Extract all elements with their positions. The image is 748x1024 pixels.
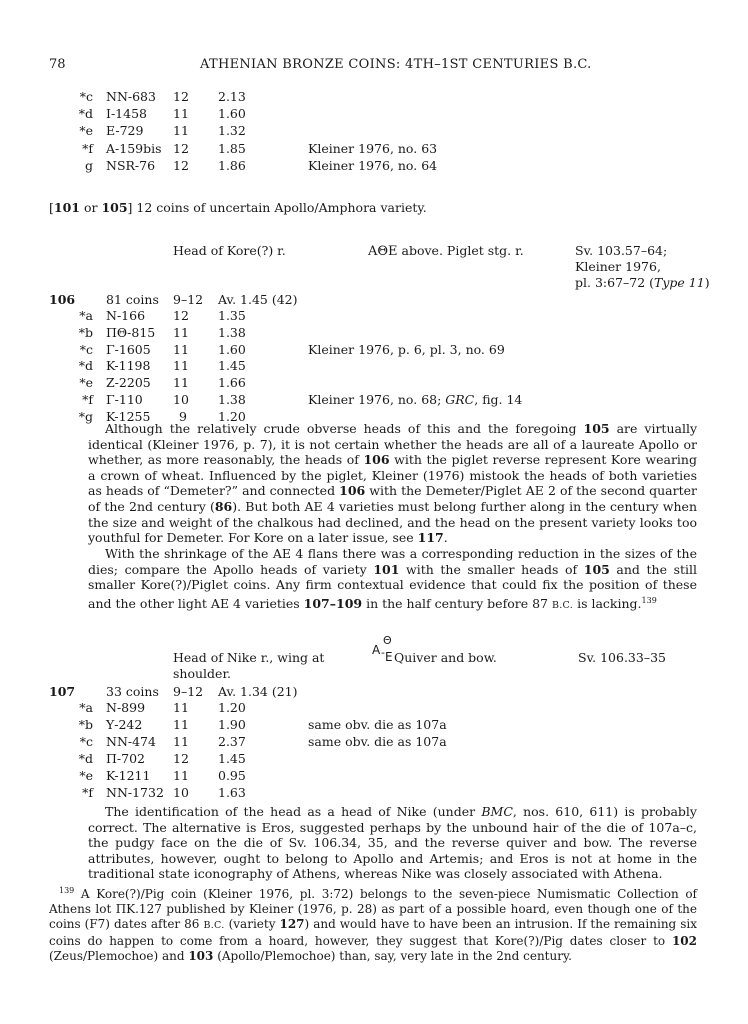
table-106-row-inv: ΠΘ-815 <box>106 324 156 340</box>
text: with the piglet reverse represent Kore wearing a crown of wheat. Influenced by the piglet, Kleiner (1976) mistook the heads of both varieties as heads of “Demeter?” and connected <box>88 452 697 499</box>
variety-ref: 105 <box>583 561 610 577</box>
table-106-row-inv: Γ-1605 <box>106 341 151 357</box>
table-105-row-dia: 12 <box>173 140 189 156</box>
table-107-row-dia: 12 <box>173 751 189 766</box>
variety-ref: 107–109 <box>303 595 363 611</box>
greek-legend: ΑΘΕ <box>368 244 398 259</box>
table-105-row-inv: NN-683 <box>106 89 156 104</box>
text: (Zeus/Plemochoe) and <box>49 948 189 963</box>
table-106-row-wt: 1.35 <box>218 308 246 323</box>
table-106-row-wt: 1.66 <box>218 375 246 391</box>
table-107-row-letter: *c <box>79 734 93 749</box>
table-107-row-wt: 1.20 <box>218 700 246 715</box>
table-105-row-wt: 1.86 <box>218 157 246 173</box>
variety-ref: 105 <box>101 200 128 215</box>
table-106-row-wt: 1.20 <box>218 408 246 424</box>
table-106-row-letter: *c <box>79 341 93 357</box>
text: B.C. <box>551 599 574 611</box>
table-105-row-dia: 11 <box>173 123 189 139</box>
table-107-row-dia: 11 <box>173 717 189 732</box>
text: , fig. 14 <box>474 392 523 407</box>
text: ). But both AE 4 varieties must belong further along in the century when the size and weight of the chalkous had declined, and the head on the present variety looks too youthful for Demeter. For Kore on a later issue, see <box>88 498 697 546</box>
ref-106-line1: Sv. 103.57–64; <box>575 243 668 258</box>
bracket: [ <box>49 200 54 215</box>
table-106-row-note: Kleiner 1976, no. 68; GRC, fig. 14 <box>308 392 523 407</box>
obverse-desc-107-line2: shoulder. <box>173 666 232 681</box>
text: is lacking. <box>573 595 642 611</box>
variety-ref: 86 <box>214 498 233 514</box>
journal-abbrev: GRC <box>445 392 475 407</box>
ref-106-line2: Kleiner 1976, <box>575 259 661 274</box>
table-107-row-wt: 0.95 <box>218 768 246 783</box>
table-106-row-dia: 10 <box>173 392 189 407</box>
table-106-row-letter: *e <box>79 375 93 391</box>
average-weight-107: Av. 1.34 (21) <box>218 684 298 699</box>
average-weight-106: Av. 1.45 (42) <box>218 292 298 307</box>
variety-ref: 106 <box>363 452 390 468</box>
commentary-107 <box>88 804 697 882</box>
text: ) and would have to have been an intrusion. If the remaining six coins do happen to come from a hoard, however, they suggest that Kore(?)/Pig dates closer to <box>49 917 697 948</box>
text: in the half century before 87 <box>362 595 552 611</box>
table-105-row-inv: A-159bis <box>106 140 162 156</box>
text: ) <box>704 275 710 290</box>
table-106-row-dia: 9 <box>179 408 187 424</box>
variety-ref: 117 <box>417 530 444 546</box>
text: ] 12 coins of uncertain Apollo/Amphora variety. <box>127 200 427 215</box>
commentary-106-para1 <box>88 421 697 546</box>
table-107-row-inv: NN-1732 <box>106 785 164 800</box>
table-106-row-letter: *a <box>79 308 93 323</box>
table-106-row-inv: Z-2205 <box>106 375 151 391</box>
table-105-row-wt: 1.32 <box>218 123 246 139</box>
table-107-row-dia: 11 <box>173 768 189 783</box>
table-106-row-inv: K-1255 <box>106 408 151 424</box>
table-106-row-dia: 11 <box>173 324 189 340</box>
text: . <box>443 530 448 546</box>
table-107-row-inv: N-899 <box>106 700 146 715</box>
obverse-desc-107-line1: Head of Nike r., wing at <box>173 650 325 665</box>
table-105-row-letter: *f <box>82 140 93 156</box>
text: With the shrinkage of the AE 4 flans there was a corresponding reduction in the sizes of the dies; compare the Apollo heads of variety <box>88 546 697 577</box>
type-label: Type 11 <box>654 275 705 290</box>
table-105-row-note: Kleiner 1976, no. 64 <box>308 157 438 173</box>
footnote-marker: 139 <box>641 595 657 605</box>
uncertain-variety-note <box>49 200 427 215</box>
table-105-row-wt: 1.60 <box>218 106 246 122</box>
variety-number-107: 107 <box>49 684 76 699</box>
reverse-text: above. Piglet stg. r. <box>397 243 524 258</box>
table-107-row-inv: NN-474 <box>106 734 156 749</box>
table-105-row-letter: g <box>84 157 93 173</box>
table-105-row-wt: 2.13 <box>218 89 246 104</box>
variety-ref: 106 <box>339 483 366 499</box>
table-107-row-wt: 1.90 <box>218 717 246 732</box>
text: A Kore(?)/Pig coin (Kleiner 1976, pl. 3:72) belongs to the seven-piece Numismatic Collection of Athens lot ΠΚ.127 published by Kleiner (1976, p. 28) as part of a possible hoard, even though one of the coins (F7) dates after 86 <box>49 887 697 932</box>
table-107-row-note: same obv. die as 107a <box>308 717 447 732</box>
ref-106-line3 <box>575 275 710 290</box>
table-105-row-inv: NSR-76 <box>106 157 156 173</box>
monogram-theta: Θ <box>383 634 392 647</box>
variety-ref: 101 <box>373 561 400 577</box>
table-106-row-letter: *g <box>78 408 93 424</box>
table-106-row-note: Kleiner 1976, p. 6, pl. 3, no. 69 <box>308 341 505 357</box>
monogram-alpha: Α <box>372 643 381 657</box>
table-107-row-letter: *e <box>79 768 93 783</box>
table-107-row-note: same obv. die as 107a <box>308 734 447 749</box>
table-107-row-inv: Π-702 <box>106 751 145 766</box>
running-title: ATHENIAN BRONZE COINS: 4TH–1ST CENTURIES B.C. <box>200 57 592 72</box>
reverse-desc-106 <box>368 243 524 259</box>
table-106-row-dia: 12 <box>173 308 189 323</box>
text: with the Demeter/Piglet AE 2 of the second quarter of the 2nd century ( <box>88 483 697 514</box>
footnote-139 <box>49 883 697 964</box>
variety-ref: 127 <box>279 917 305 932</box>
table-105-row-letter: *e <box>79 123 93 139</box>
text: (Apollo/Plemochoe) than, say, very late in the 2nd century. <box>213 948 572 963</box>
table-107-row-inv: Υ-242 <box>106 717 143 732</box>
table-107-row-letter: *d <box>78 751 93 766</box>
table-107-row-wt: 1.63 <box>218 785 246 800</box>
commentary-106-para2 <box>88 546 697 614</box>
coin-count-107: 33 coins <box>106 684 159 699</box>
diameter-range-107: 9–12 <box>173 684 204 699</box>
table-106-row-dia: 11 <box>173 358 189 374</box>
text: or <box>79 200 102 215</box>
variety-ref: 102 <box>671 933 697 948</box>
table-107-row-dia: 10 <box>173 785 189 800</box>
text: Although the relatively crude obverse heads of this and the foregoing <box>105 421 584 436</box>
reverse-desc-107: Quiver and bow. <box>394 650 497 665</box>
table-105-row-dia: 12 <box>173 89 189 104</box>
table-105-row-note: Kleiner 1976, no. 63 <box>308 140 438 156</box>
variety-ref: 105 <box>583 421 610 436</box>
table-105-row-dia: 12 <box>173 157 189 173</box>
ref-107: Sv. 106.33–35 <box>578 650 666 665</box>
table-106-row-wt: 1.45 <box>218 358 246 374</box>
table-106-row-letter: *b <box>78 324 93 340</box>
table-106-row-inv: K-1198 <box>106 358 151 374</box>
table-107-row-letter: *a <box>79 700 93 715</box>
table-107-row-wt: 1.45 <box>218 751 246 766</box>
table-105-row-inv: I-1458 <box>106 106 147 122</box>
table-106-row-wt: 1.38 <box>218 392 246 407</box>
table-105-row-dia: 11 <box>173 106 189 122</box>
table-105-row-letter: *c <box>79 89 93 104</box>
table-106-row-dia: 11 <box>173 375 189 391</box>
table-106-row-letter: *d <box>78 358 93 374</box>
monogram-107: Θ Α - Ε <box>372 634 393 664</box>
monogram-epsilon: Ε <box>385 650 393 664</box>
table-107-row-letter: *b <box>78 717 93 732</box>
table-107-row-dia: 11 <box>173 734 189 749</box>
table-105-row-letter: *d <box>78 106 93 122</box>
table-106-row-letter: *f <box>82 392 93 407</box>
table-107-row-wt: 2.37 <box>218 734 246 749</box>
text: B.C. <box>203 920 225 932</box>
variety-number-106: 106 <box>49 292 76 307</box>
table-106-row-inv: Γ-110 <box>106 392 143 407</box>
variety-ref: 103 <box>188 948 214 963</box>
text: are virtually identical (Kleiner 1976, p. 7), it is not certain whether the heads are all of a laureate Apollo or whether, as more reasonably, the heads of <box>88 421 697 468</box>
table-106-row-dia: 11 <box>173 341 189 357</box>
obverse-desc-106: Head of Kore(?) r. <box>173 243 286 258</box>
text: with the smaller heads of <box>399 561 584 577</box>
table-106-row-wt: 1.38 <box>218 324 246 340</box>
table-105-row-wt: 1.85 <box>218 140 246 156</box>
coin-count-106: 81 coins <box>106 292 159 307</box>
table-107-row-letter: *f <box>82 785 93 800</box>
page-number: 78 <box>49 57 66 72</box>
text: (variety <box>224 917 280 932</box>
table-106-row-inv: N-166 <box>106 308 146 323</box>
table-107-row-dia: 11 <box>173 700 189 715</box>
table-107-row-inv: K-1211 <box>106 768 151 783</box>
text: and the still smaller Kore(?)/Piglet coins. Any firm contextual evidence that could fix the position of these and the other light AE 4 varieties <box>88 561 698 611</box>
text: pl. 3:67–72 ( <box>575 275 655 290</box>
text: BMC <box>481 804 513 819</box>
text: The identification of the head as a head of Nike (under <box>105 804 482 819</box>
table-105-row-inv: E-729 <box>106 123 144 139</box>
text: , nos. 610, 611) is probably correct. The alternative is Eros, suggested perhaps by the unbound hair of the die of 107a–c, the pudgy face on the die of Sv. 106.34, 35, and the reverse quiver and bow. The reverse attributes, however, ought to belong to Apollo and Artemis; and Eros is not at home in the traditional state iconography of Athens, whereas Nike was closely associated with Athena. <box>88 804 697 882</box>
table-106-row-wt: 1.60 <box>218 341 246 357</box>
diameter-range-106: 9–12 <box>173 292 204 307</box>
footnote-marker: 139 <box>59 886 75 895</box>
variety-ref: 101 <box>53 200 80 215</box>
